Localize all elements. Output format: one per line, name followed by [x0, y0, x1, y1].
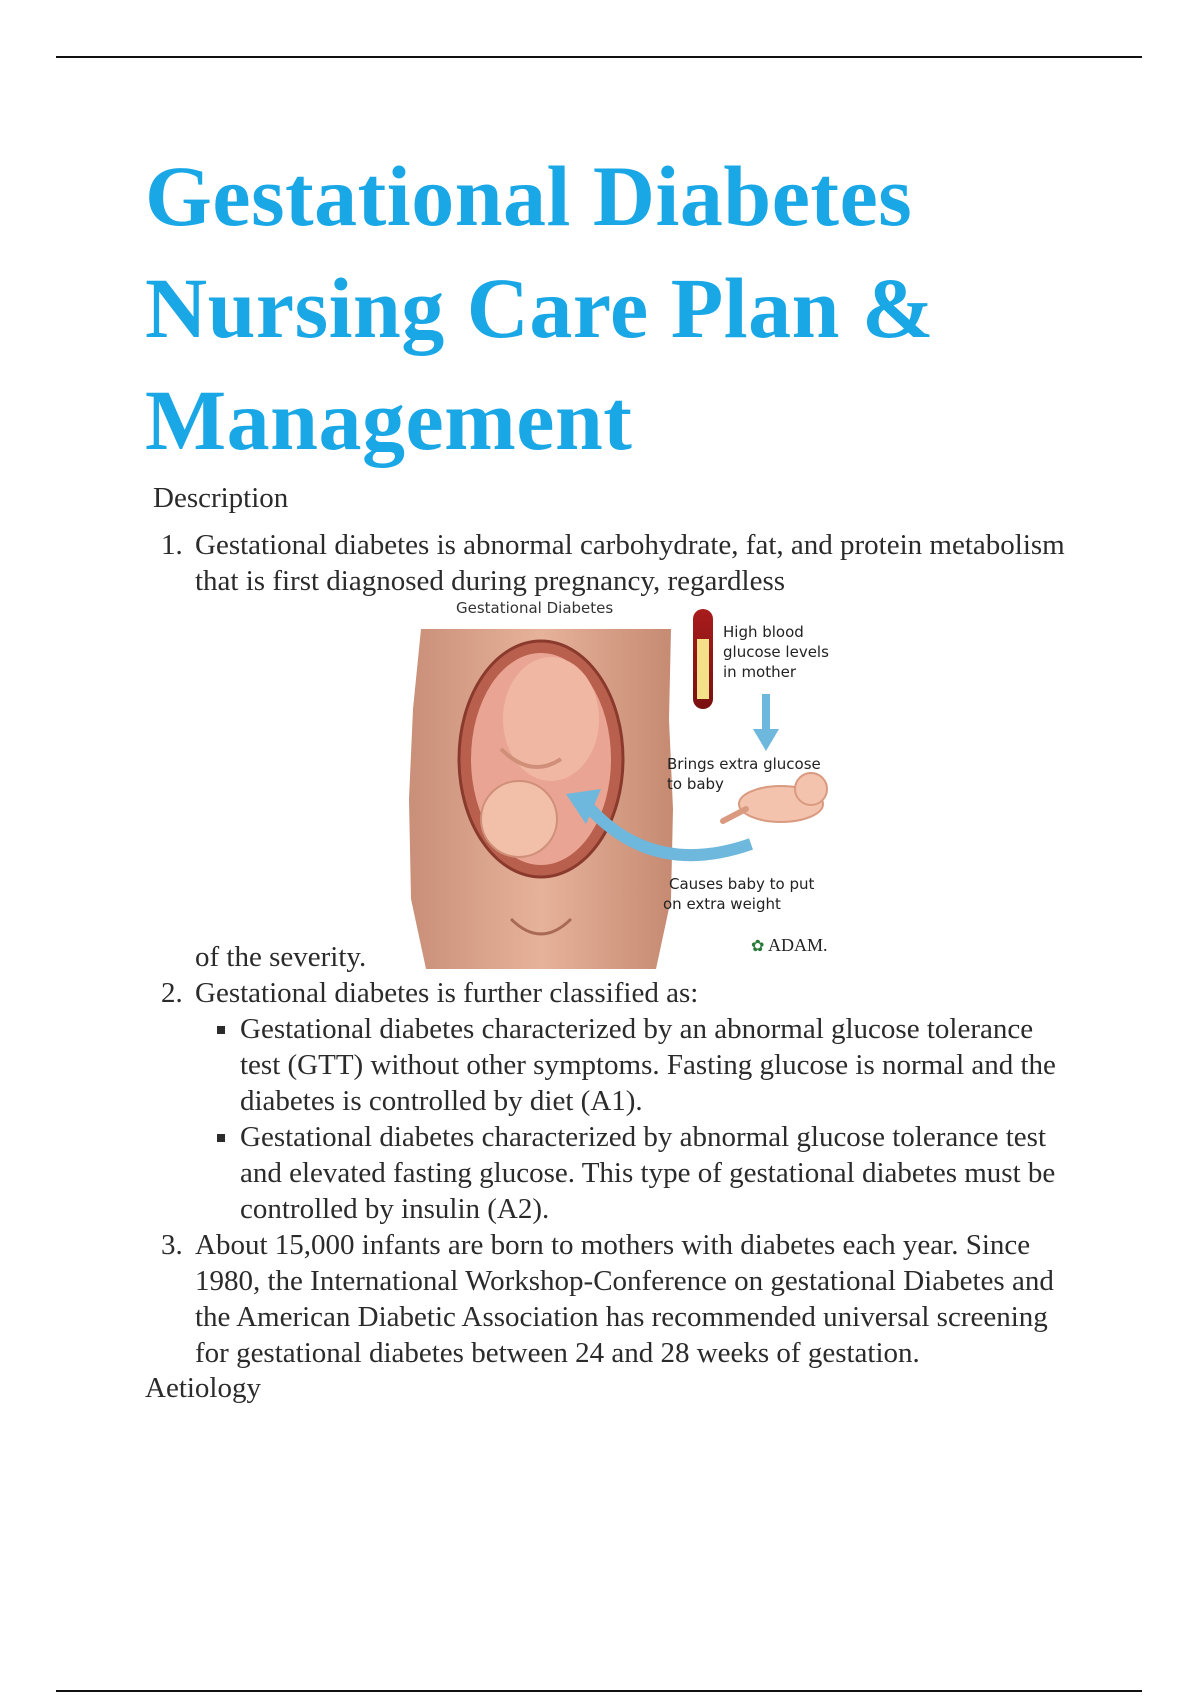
- label-causes-2: on extra weight: [663, 895, 781, 913]
- down-arrow-head: [753, 729, 779, 751]
- description-list: [145, 527, 1075, 1371]
- page-title: Gestational Diabetes Nursing Care Plan & Management: [145, 148, 935, 468]
- label-high-2: glucose levels: [723, 643, 829, 661]
- bottom-rule: [56, 1690, 1142, 1692]
- classification-item-a2: ▪ Gestational diabetes characterized by abnormal glucose tolerance test and elevated fasting glucose. This type of gestational diabetes must be controlled by insulin (A2).: [240, 1119, 1075, 1227]
- baby-head: [795, 773, 827, 805]
- list-item: [190, 527, 1075, 975]
- figure-row: [195, 599, 1075, 975]
- credit-leaf-icon: ✿: [751, 936, 765, 955]
- label-high-3: in mother: [723, 663, 797, 681]
- aetiology-heading: Aetiology: [145, 1372, 261, 1404]
- item-1-continuation: of the severity.: [195, 941, 367, 973]
- list-item: 3. About 15,000 infants are born to mothers with diabetes each year. Since 1980, the International Workshop-Conference on gestational Diabetes and the American Diabetic Association has recommended universal screening for gestational diabetes between 24 and 28 weeks of gestation.: [190, 1227, 1075, 1371]
- classification-item-a1: ▪ Gestational diabetes characterized by an abnormal glucose tolerance test (GTT) without other symptoms. Fasting glucose is normal and the diabetes is controlled by diet (A1).: [240, 1011, 1075, 1119]
- adam-credit: ADAM.: [768, 935, 828, 955]
- fetus-head: [481, 781, 557, 857]
- glucose-level-fill: [697, 639, 709, 699]
- baby-leg: [723, 809, 746, 821]
- label-high-1: High blood: [723, 623, 804, 641]
- gestational-diabetes-illustration: [401, 599, 886, 975]
- description-heading: Description: [153, 482, 289, 514]
- figure-title: Gestational Diabetes: [456, 599, 614, 617]
- list-item: [190, 975, 1075, 1227]
- classification-list: [195, 1011, 1075, 1227]
- label-causes-1: Causes baby to put: [669, 875, 815, 893]
- top-rule: [56, 56, 1142, 58]
- item-2-text: Gestational diabetes is further classified as:: [195, 977, 699, 1009]
- label-brings-1: Brings extra glucose: [667, 755, 821, 773]
- label-brings-2: to baby: [667, 775, 724, 793]
- document-page: [145, 140, 1075, 1405]
- item-1-text: Gestational diabetes is abnormal carbohydrate, fat, and protein metabolism that is first diagnosed during pregnancy, regardless: [195, 529, 1065, 597]
